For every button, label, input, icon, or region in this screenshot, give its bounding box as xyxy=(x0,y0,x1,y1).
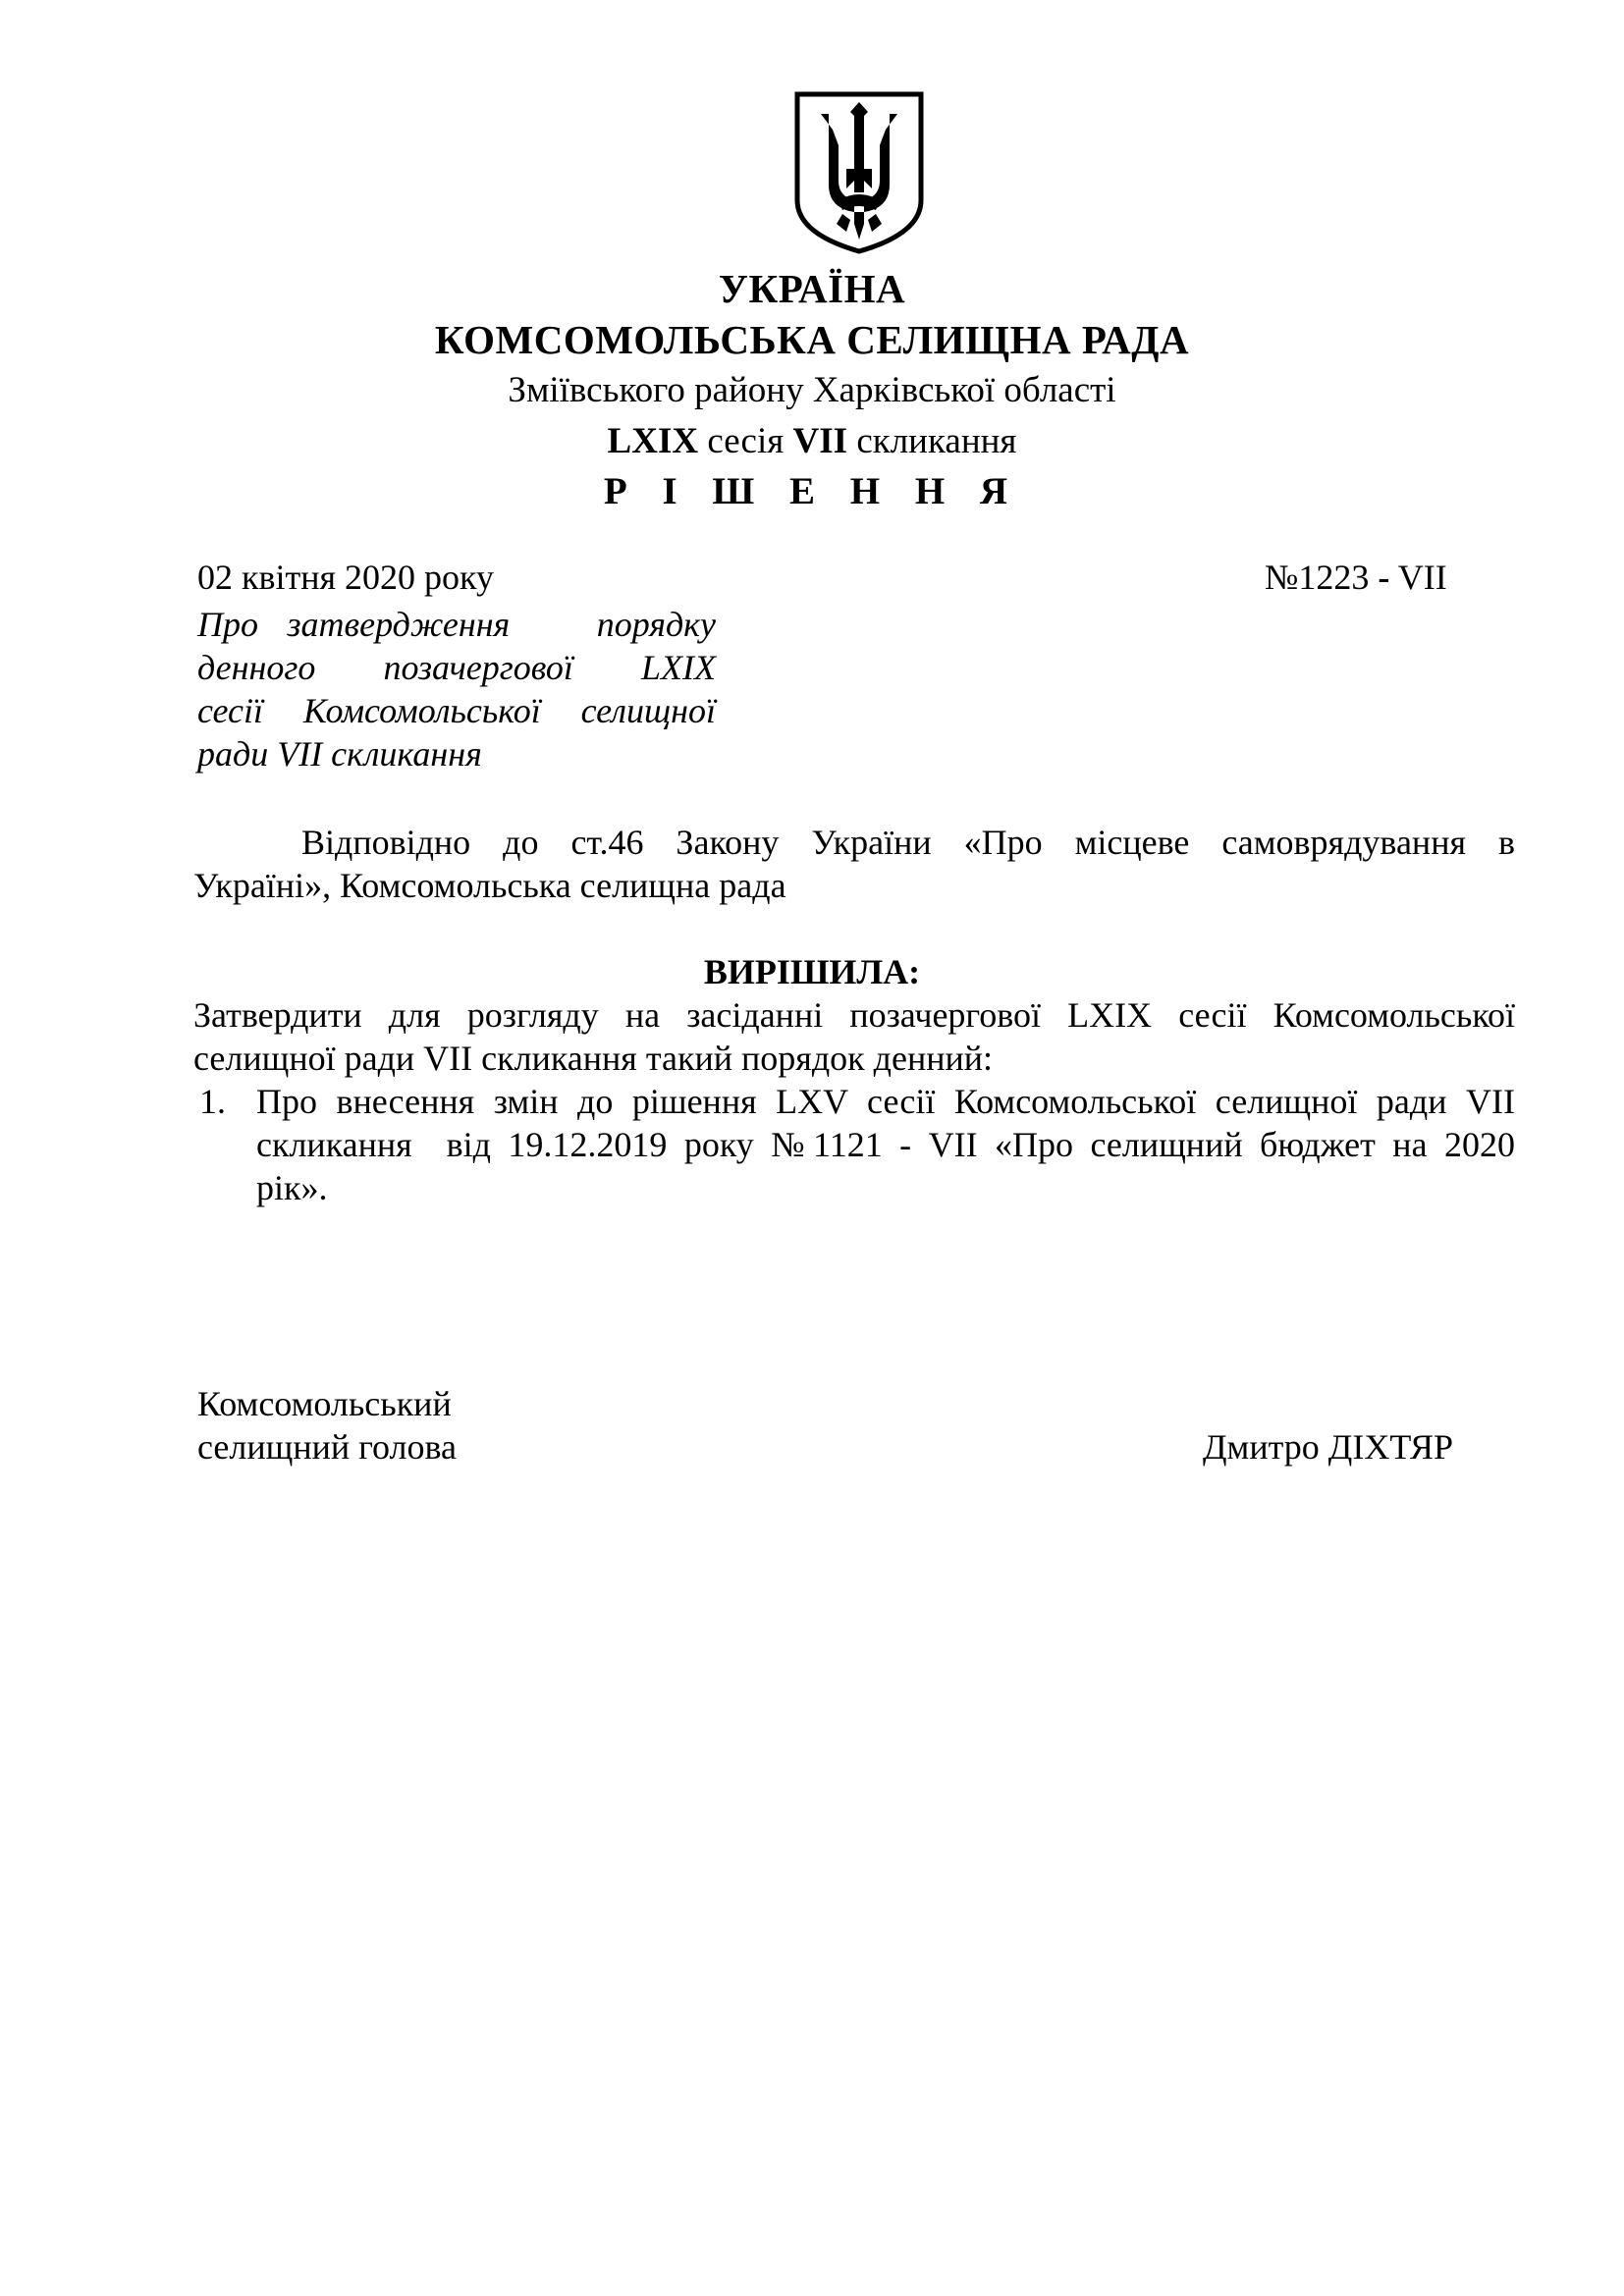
convocation-word: скликання xyxy=(847,421,1017,461)
signatory-title-line-1: Комсомольський xyxy=(197,1384,452,1423)
country-name: УКРАЇНА xyxy=(718,266,906,311)
decision-number-dash: - xyxy=(1378,558,1390,597)
agenda-item-line-1: Про внесення змін до рішення LXV сесії Комсомольської селищної ради VII xyxy=(256,1082,1515,1121)
decision-number-suffix: VII xyxy=(1389,558,1447,597)
session-word: сесія xyxy=(698,421,793,461)
agenda-item-number: 1. xyxy=(199,1082,226,1121)
agenda-item-line-2: скликання від 19.12.2019 року №1121 - VII «Про селищний бюджет на 2020 xyxy=(256,1125,1515,1164)
resolved-heading: ВИРІШИЛА: xyxy=(703,952,921,991)
decision-line-1: Затвердити для розгляду на засіданні позачергової LXIX сесії Комсомольської xyxy=(193,995,1515,1035)
signatory-title-line-2: селищний голова xyxy=(197,1427,458,1467)
council-name: КОМСОМОЛЬСЬКА СЕЛИЩНА РАДА xyxy=(434,317,1190,362)
session-line xyxy=(0,420,1624,462)
coat-of-arms-icon xyxy=(793,90,925,255)
convocation-number: VII xyxy=(792,421,848,461)
subject-line-1: Про затвердження порядку xyxy=(197,605,716,644)
session-number: LXIX xyxy=(607,421,699,461)
subject-line-3: сесії Комсомольської селищної xyxy=(197,691,716,730)
subject-line-2: денного позачергової LXIX xyxy=(197,648,716,687)
subject-line-4: ради VII скликання xyxy=(197,734,482,774)
decision-line-2: селищної ради VII скликання такий порядок денний: xyxy=(193,1039,994,1078)
preamble-line-2: Україні», Комсомольська селищна рада xyxy=(193,866,786,905)
document-type: Р І Ш Е Н Н Я xyxy=(603,470,1021,512)
preamble-line-1: Відповідно до ст.46 Закону України «Про місцеве самоврядування в xyxy=(301,823,1515,862)
decision-number xyxy=(1265,556,1447,599)
signatory-name: Дмитро ДІХТЯР xyxy=(1203,1427,1453,1467)
decision-number-prefix: №1223 xyxy=(1265,558,1379,597)
decision-date: 02 квітня 2020 року xyxy=(197,558,495,597)
district-name: Зміївського району Харківської області xyxy=(508,370,1116,410)
agenda-item-line-3: рік». xyxy=(256,1168,328,1207)
